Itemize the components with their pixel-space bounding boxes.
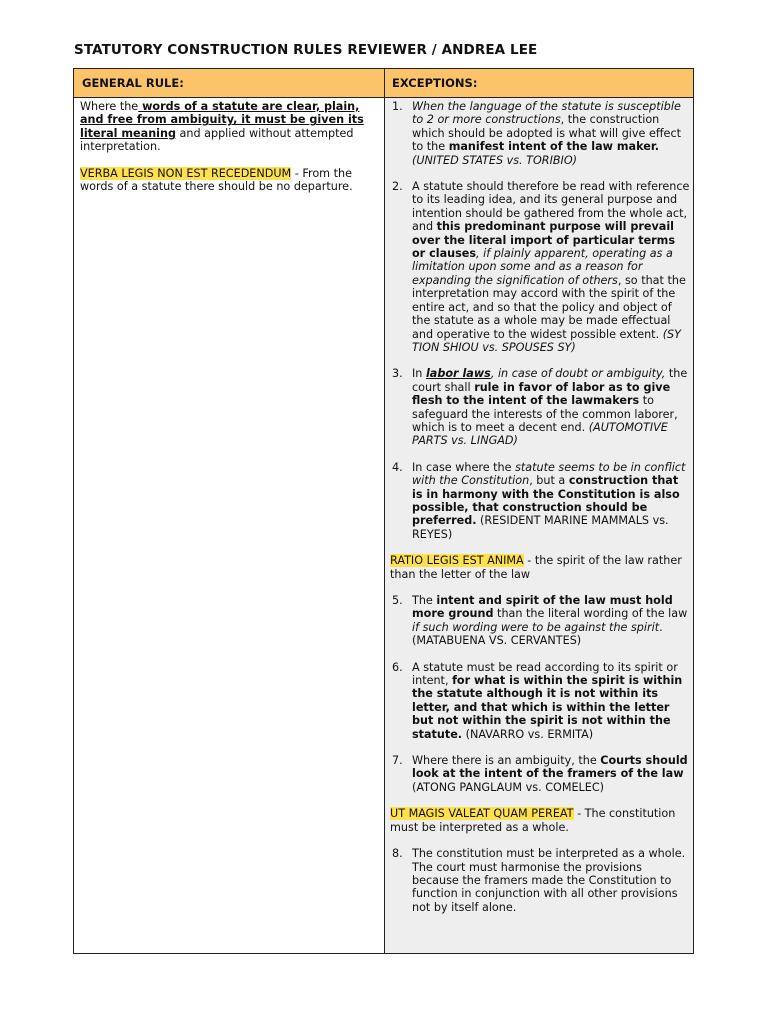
case-citation: . (MATABUENA VS. CERVANTES) <box>412 620 663 648</box>
exception-number: 3. <box>392 367 403 381</box>
exception-text: A statute must be read according to its spirit or intent, <box>412 660 678 688</box>
rules-table <box>73 68 694 954</box>
exception-emphasis: construction that is in harmony with the Constitution is also possible, that construction should be preferred. <box>412 474 680 528</box>
column-divider <box>384 69 385 953</box>
exception-text: the court shall <box>412 367 688 394</box>
general-rule-text <box>80 100 376 154</box>
exception-emphasis: for what is within the spirit is within the statute although it is not within its letter, and that which is within the letter but not within the spirit is not within the statute. <box>412 674 683 741</box>
exception-text: , but a <box>529 474 569 488</box>
exception-item <box>390 100 690 167</box>
exception-number: 8. <box>392 847 403 861</box>
maxim-highlight: RATIO LEGIS EST ANIMA <box>390 554 524 568</box>
maxim-verba-legis <box>80 167 376 194</box>
exception-text: if such wording were to be against the spirit <box>412 620 660 634</box>
exception-text: , so that the interpretation may accord with the spirit of the entire act, and so that the policy and object of the statute as a whole may be made effectual and operative to the widest possible extent. <box>412 273 686 341</box>
maxim-explanation: - From the words of a statute there should be no departure. <box>80 166 353 194</box>
exception-text: to safeguard the interests of the common laborer, which is to meet a decent end. <box>412 394 678 434</box>
exception-item <box>390 847 690 914</box>
exception-text: , if plainly apparent, operating as a limitation upon some and as a reason for expanding the signification of others <box>412 247 673 287</box>
general-rule-intro: Where the <box>80 100 139 113</box>
exception-item <box>390 594 690 648</box>
exception-number: 5. <box>392 594 403 607</box>
maxim-explanation: - the spirit of the law rather than the letter of the law <box>390 554 682 581</box>
case-citation: (RESIDENT MARINE MAMMALS vs. REYES) <box>412 514 669 541</box>
exception-number: 2. <box>392 180 403 194</box>
exception-item <box>390 661 690 741</box>
document-title: STATUTORY CONSTRUCTION RULES REVIEWER / ANDREA LEE <box>74 42 538 58</box>
exception-text: statute seems to be in conflict with the Constitution <box>412 460 686 488</box>
exception-text: Where there is an ambiguity, the <box>412 754 601 768</box>
exception-number: 1. <box>392 100 403 113</box>
exception-item <box>390 180 690 354</box>
exception-emphasis: rule in favor of labor as to give flesh to the intent of the lawmakers <box>412 380 671 408</box>
maxim-highlight: VERBA LEGIS NON EST RECEDENDUM <box>80 166 292 180</box>
exception-emphasis: this predominant purpose will prevail over the literal import of particular terms or clauses <box>412 220 675 261</box>
exception-emphasis: intent and spirit of the law must hold more ground <box>412 594 673 621</box>
header-exceptions: EXCEPTIONS: <box>392 76 478 90</box>
general-rule-emphasis: words of a statute are clear, plain, and free from ambiguity, it must be given its literal meaning <box>80 100 364 140</box>
exception-text: than the literal wording of the law <box>493 607 688 621</box>
exception-number: 6. <box>392 660 403 674</box>
exception-item <box>390 367 690 447</box>
exceptions-cell <box>390 100 690 927</box>
exception-number: 4. <box>392 460 403 474</box>
exception-text: A statute should therefore be read with reference to its leading idea, and its general purpose and intention should be gathered from the whole act, and <box>412 180 690 234</box>
exception-emphasis: Courts should look at the intent of the framers of the law <box>412 754 688 781</box>
general-rule-ending: and applied without attempted interpretation. <box>80 126 354 154</box>
exception-text: The <box>412 594 437 607</box>
exception-item <box>390 461 690 541</box>
case-citation: (NAVARRO vs. ERMITA) <box>462 727 594 741</box>
exception-emphasis: manifest intent of the law maker. <box>448 140 659 154</box>
maxim-ratio-legis <box>390 554 690 581</box>
maxim-highlight: UT MAGIS VALEAT QUAM PEREAT <box>390 807 574 821</box>
exception-item <box>390 754 690 794</box>
header-general-rule: GENERAL RULE: <box>82 76 184 90</box>
case-citation: (ATONG PANGLAUM vs. COMELEC) <box>412 780 605 794</box>
maxim-ut-magis <box>390 807 690 834</box>
exception-text: , the construction which should be adopted is what will give effect to the <box>412 113 681 154</box>
general-rule-cell <box>80 100 376 206</box>
maxim-explanation: - The constitution must be interpreted as a whole. <box>390 807 676 834</box>
exception-text: In <box>412 367 426 381</box>
exception-text: , in case of doubt or ambiguity, <box>490 367 666 381</box>
exception-number: 7. <box>392 754 403 768</box>
case-citation: (UNITED STATES vs. TORIBIO) <box>412 153 578 167</box>
case-citation: (SY TION SHIOU vs. SPOUSES SY) <box>412 327 681 354</box>
exception-text: The constitution must be interpreted as a whole. The court must harmonise the provisions because the framers made the Constitution to function in conjunction with all other provisions not by itself alone. <box>412 847 686 914</box>
exception-text: When the language of the statute is susceptible to 2 or more constructions <box>412 100 681 127</box>
case-citation: (AUTOMOTIVE PARTS vs. LINGAD) <box>412 420 668 448</box>
exception-text: In case where the <box>412 460 516 474</box>
exception-emphasis: labor laws <box>425 367 491 381</box>
